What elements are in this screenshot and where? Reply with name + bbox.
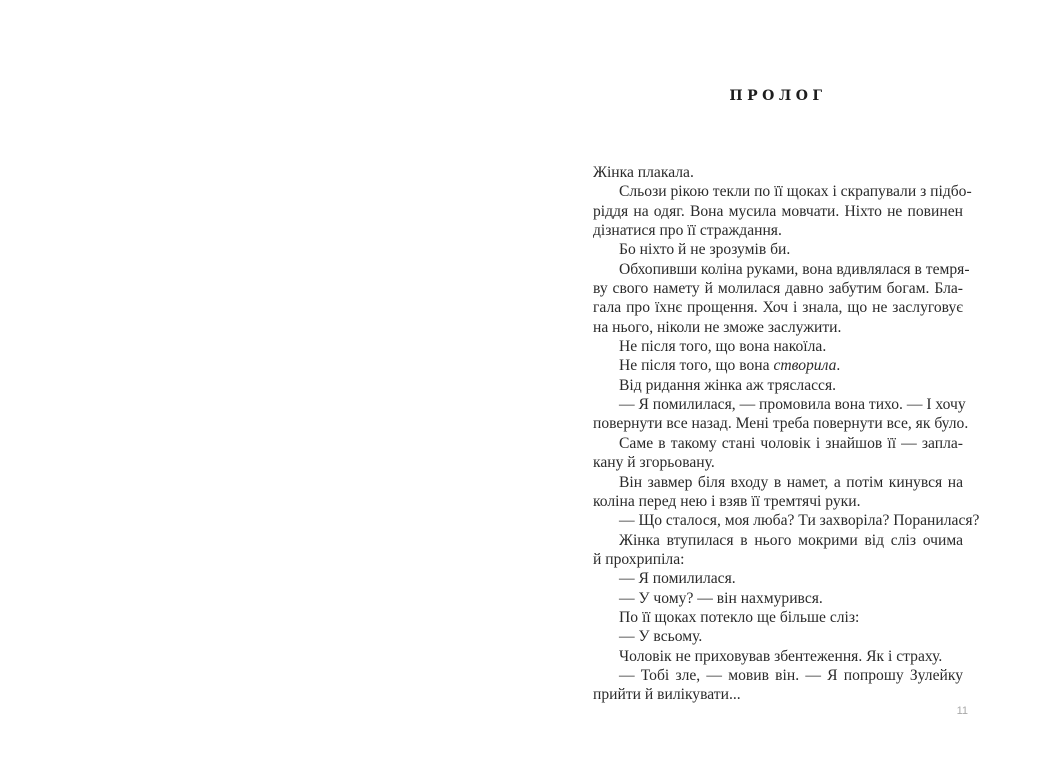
text-line: кану й згорьовану. (593, 454, 715, 472)
italic-word: створила (773, 357, 837, 375)
text-line: Чоловік не приховував збентеження. Як і страху. (619, 647, 943, 665)
text-line: — Тобі зле, — мовив він. — Я попрошу Зулейку (619, 666, 963, 684)
text-line: Не після того, що вона накоїла. (619, 338, 827, 356)
body-text (593, 163, 980, 705)
text-line: Саме в такому стані чоловік і знайшов її — запла- (619, 434, 963, 452)
chapter-title: ПРОЛОГ (729, 88, 827, 104)
text-line: гала про їхнє прощення. Хоч і знала, що не заслуговує (593, 299, 963, 317)
text-line: ріддя на одяг. Вона мусила мовчати. Ніхто не повинен (593, 202, 963, 220)
text-line: — У чому? — він нахмурився. (619, 589, 823, 607)
text-segment: Не після того, що вона (619, 357, 774, 375)
text-line: повернути все назад. Мені треба повернути все, як було. (593, 415, 969, 433)
text-line: й прохрипіла: (593, 550, 685, 568)
page-number: 11 (956, 705, 968, 717)
text-line: Бо ніхто й не зрозумів би. (619, 241, 791, 259)
text-line: Жінка плакала. (593, 164, 694, 181)
text-line: — Я помилилася. (619, 570, 736, 588)
text-line: По її щоках потекло ще більше сліз: (619, 608, 860, 626)
text-line: ву свого намету й молилася давно забутим богам. Бла- (593, 280, 963, 298)
text-line: — Що сталося, моя люба? Ти захворіла? Поранилася? (619, 512, 980, 530)
text-line: — Я помилилася, — промовила вона тихо. — І хочу (619, 396, 966, 414)
text-segment: . (836, 357, 841, 375)
text-line: — У всьому. (619, 628, 703, 646)
text-line: на нього, ніколи не зможе заслужити. (593, 318, 842, 336)
text-line: Жінка втупилася в нього мокрими від сліз очима (619, 531, 963, 549)
text-line-with-italic (593, 356, 963, 375)
text-line: Він завмер біля входу в намет, а потім кинувся на (619, 473, 963, 491)
text-line: Від ридання жінка аж трясласся. (619, 376, 837, 394)
text-line: Сльози рікою текли по її щоках і скрапували з підбо- (619, 183, 972, 201)
text-line: дізнатися про її страждання. (593, 222, 782, 240)
text-line: Обхопивши коліна руками, вона вдивлялася в темря- (619, 260, 970, 278)
text-line: коліна перед нею і взяв її тремтячі руки. (593, 492, 861, 510)
text-line: прийти й вилікувати... (593, 686, 741, 704)
